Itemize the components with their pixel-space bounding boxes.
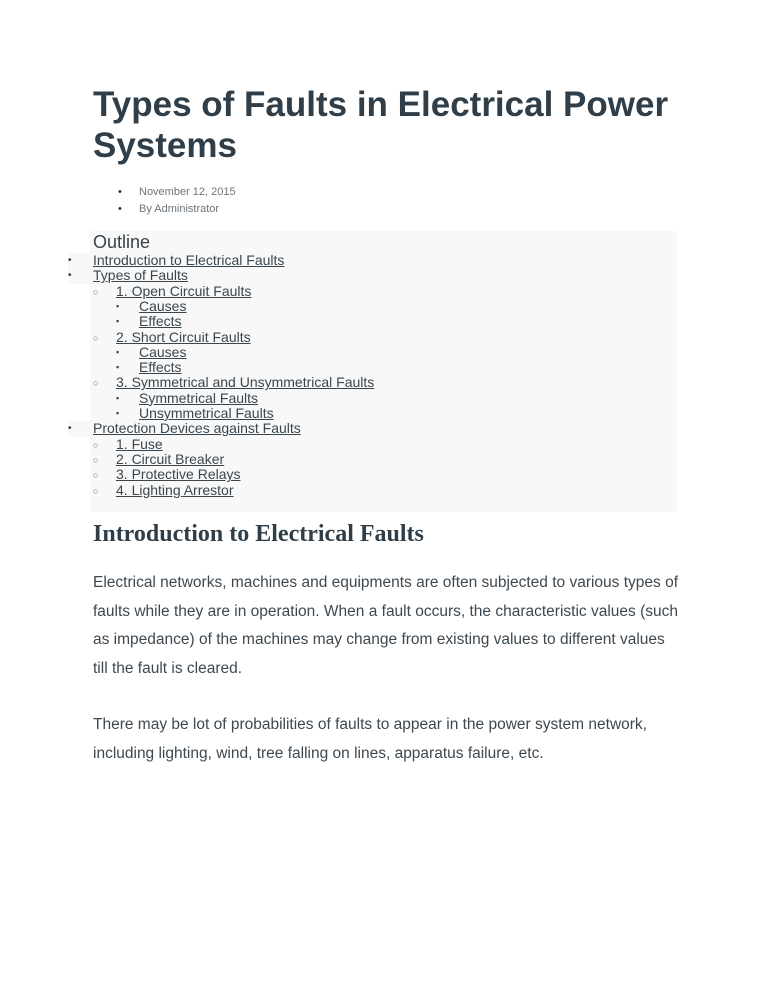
outline-item: [93, 437, 163, 452]
bullet-icon: ▪: [116, 346, 120, 357]
outline-item: [116, 360, 182, 375]
bullet-icon: •: [68, 255, 72, 266]
outline-item: [93, 330, 251, 345]
outline-link[interactable]: 3. Protective Relays: [116, 466, 241, 483]
outline-item: [93, 483, 234, 498]
bullet-icon: ○: [93, 454, 99, 465]
outline-link[interactable]: Effects: [139, 313, 182, 330]
outline-link[interactable]: 3. Symmetrical and Unsymmetrical Faults: [116, 374, 375, 391]
bullet-icon: •: [68, 423, 72, 435]
outline-item: [93, 467, 241, 482]
bullet-icon: •: [68, 270, 72, 282]
bullet-icon: ○: [93, 332, 99, 343]
bullet-icon: ▪: [116, 316, 120, 327]
outline-link[interactable]: 1. Open Circuit Faults: [116, 282, 252, 299]
outline-link[interactable]: 2. Circuit Breaker: [116, 450, 225, 467]
outline-link[interactable]: 1. Fuse: [116, 435, 163, 452]
outline-link[interactable]: Effects: [139, 359, 182, 376]
section-paragraph-2: There may be lot of probabilities of faults to appear in the power system network, including lighting, wind, tree falling on lines, apparatus failure, etc.: [93, 716, 647, 762]
outline-heading: Outline: [93, 232, 151, 252]
outline-link[interactable]: Causes: [139, 343, 187, 360]
outline-link[interactable]: Symmetrical Faults: [139, 389, 259, 406]
outline-item: [68, 268, 188, 283]
outline-item: [93, 375, 374, 390]
outline-item: [116, 314, 182, 329]
outline-item: [116, 406, 274, 421]
outline-link[interactable]: 2. Short Circuit Faults: [116, 328, 251, 345]
outline-item: [68, 253, 284, 268]
post-date: • November 12, 2015: [118, 184, 236, 201]
outline-item: [93, 452, 224, 467]
outline-link[interactable]: Unsymmetrical Faults: [139, 405, 274, 421]
post-author: • By Administrator: [118, 201, 236, 218]
outline-link[interactable]: Types of Faults: [93, 267, 188, 284]
outline-item: [116, 391, 258, 406]
outline-link[interactable]: Introduction to Electrical Faults: [93, 252, 285, 268]
post-meta-list: [118, 184, 236, 218]
bullet-icon: ▪: [116, 408, 120, 418]
outline-link[interactable]: 4. Lighting Arrestor: [116, 481, 234, 498]
outline-link[interactable]: Causes: [139, 297, 187, 314]
outline-item: [93, 284, 251, 299]
bullet-icon: ○: [93, 439, 99, 450]
outline-item: [116, 345, 186, 360]
section-heading: Introduction to Electrical Faults: [93, 521, 424, 547]
bullet-icon: ▪: [116, 300, 120, 311]
bullet-icon: ○: [93, 378, 99, 389]
section-paragraph-1: Electrical networks, machines and equipments are often subjected to various types of faults while they are in operation. When a fault occurs, the characteristic values (such as impedance) of the machines may change from existing values to different values till the fault is cleared.: [93, 574, 679, 677]
page-title: Types of Faults in Electrical Power Systems: [93, 85, 669, 165]
outline-item: [68, 421, 301, 436]
outline-item: [116, 299, 186, 314]
bullet-icon: ▪: [116, 362, 120, 373]
bullet-icon: ○: [93, 485, 99, 496]
bullet-icon: ▪: [116, 392, 120, 403]
bullet-icon: ○: [93, 470, 99, 481]
bullet-icon: ○: [93, 286, 99, 297]
outline-link[interactable]: Protection Devices against Faults: [93, 420, 301, 437]
